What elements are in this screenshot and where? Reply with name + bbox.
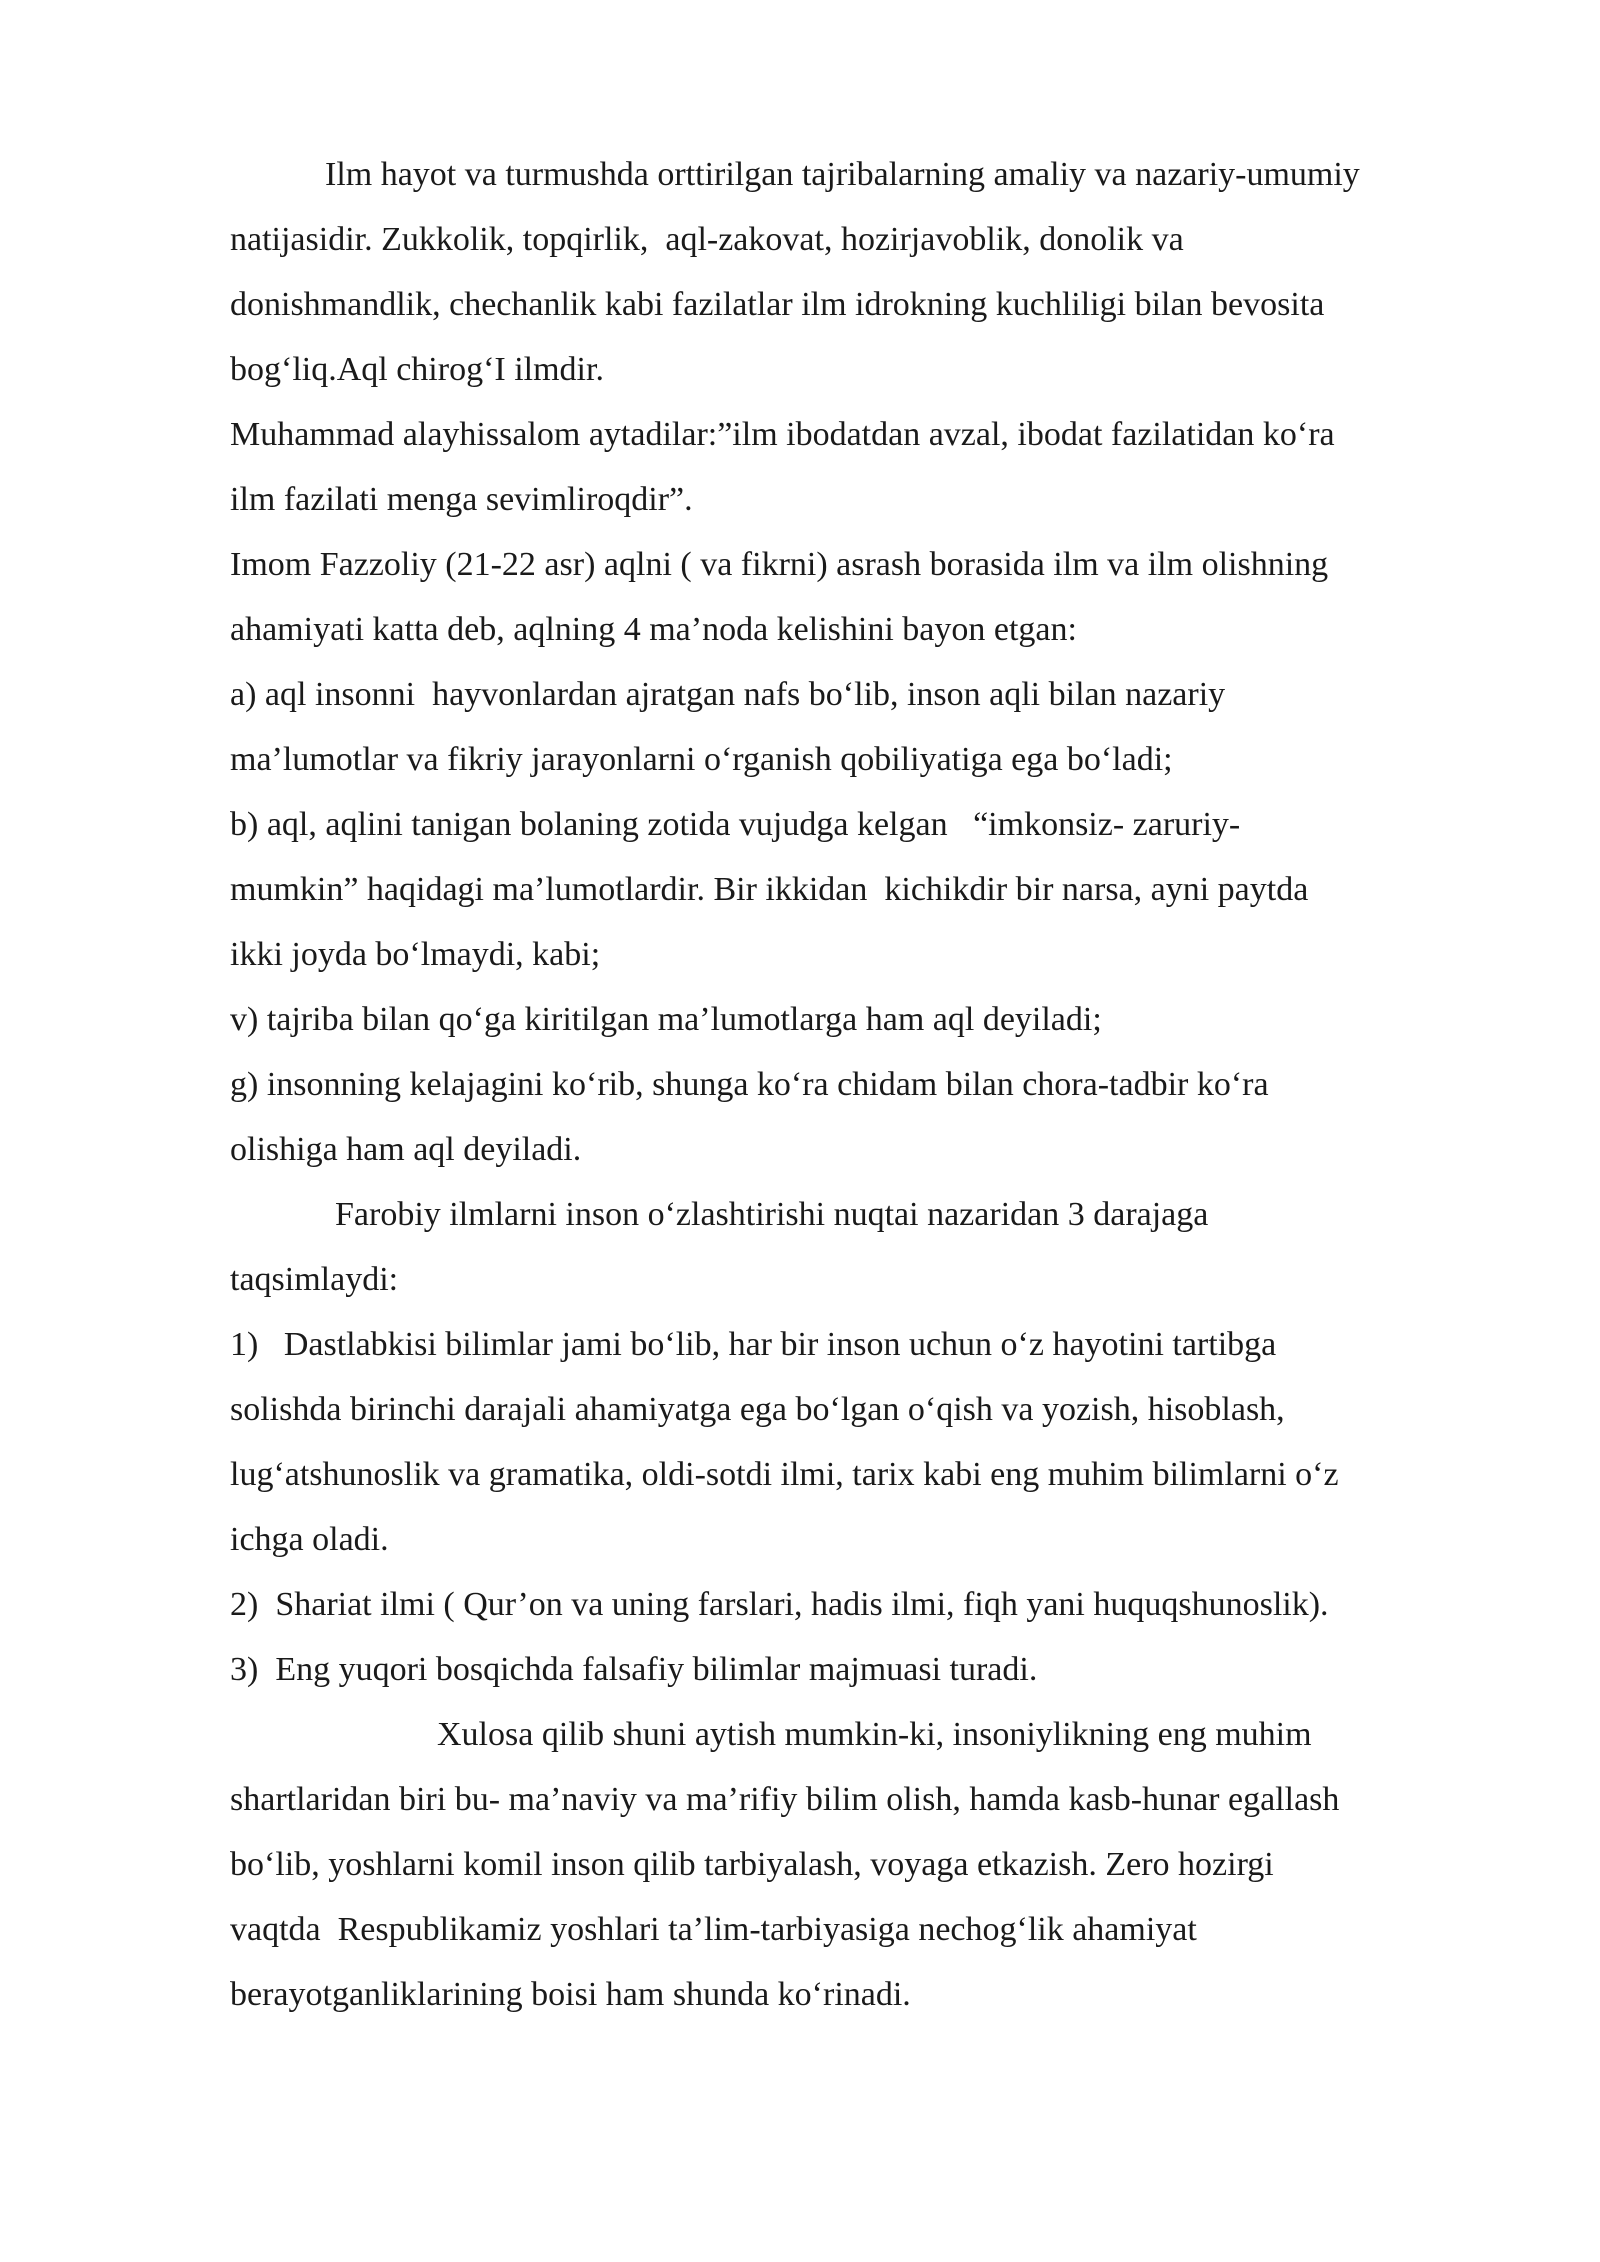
conclusion-line-5: berayotganliklarining boisi ham shunda ko‘rinadi. <box>230 1976 911 2013</box>
paragraph-1-line-2: natijasidir. Zukkolik, topqirlik, aql-zakovat, hozirjavoblik, donolik va <box>230 221 1184 258</box>
list-v-line-1: v) tajriba bilan qo‘ga kiritilgan ma’lumotlarga ham aql deyiladi; <box>230 1001 1102 1038</box>
numbered-1-line-4: ichga oladi. <box>230 1521 389 1558</box>
conclusion-line-4: vaqtda Respublikamiz yoshlari ta’lim-tarbiyasiga nechog‘lik ahamiyat <box>230 1911 1197 1948</box>
paragraph-1-line-1: Ilm hayot va turmushda orttirilgan tajribalarning amaliy va nazariy-umumiy <box>325 156 1360 193</box>
list-b-line-1: b) aql, aqlini tanigan bolaning zotida vujudga kelgan “imkonsiz- zaruriy- <box>230 806 1241 843</box>
fazzoliy-line-1: Imom Fazzoliy (21-22 asr) aqlni ( va fikrni) asrash borasida ilm va ilm olishning <box>230 546 1329 583</box>
list-b-line-2: mumkin” haqidagi ma’lumotlardir. Bir ikkidan kichikdir bir narsa, ayni paytda <box>230 871 1309 908</box>
numbered-1-line-2: solishda birinchi darajali ahamiyatga ega bo‘lgan o‘qish va yozish, hisoblash, <box>230 1391 1285 1428</box>
paragraph-1-line-3: donishmandlik, chechanlik kabi fazilatlar ilm idrokning kuchliligi bilan bevosita <box>230 286 1325 323</box>
list-g-line-2: olishiga ham aql deyiladi. <box>230 1131 582 1168</box>
list-b-line-3: ikki joyda bo‘lmaydi, kabi; <box>230 936 601 973</box>
list-g-line-1: g) insonning kelajagini ko‘rib, shunga ko‘ra chidam bilan chora-tadbir ko‘ra <box>230 1066 1269 1103</box>
numbered-3-line-1: 3) Eng yuqori bosqichda falsafiy bilimlar majmuasi turadi. <box>230 1651 1038 1688</box>
paragraph-1-line-4: bog‘liq.Aql chirog‘I ilmdir. <box>230 351 604 388</box>
list-a-line-1: a) aql insonni hayvonlardan ajratgan nafs bo‘lib, inson aqli bilan nazariy <box>230 676 1226 713</box>
farobiy-line-1: Farobiy ilmlarni inson o‘zlashtirishi nuqtai nazaridan 3 darajaga <box>335 1196 1209 1233</box>
numbered-2-line-1: 2) Shariat ilmi ( Qur’on va uning farslari, hadis ilmi, fiqh yani huquqshunoslik). <box>230 1586 1329 1623</box>
farobiy-line-2: taqsimlaydi: <box>230 1261 399 1298</box>
fazzoliy-line-2: ahamiyati katta deb, aqlning 4 ma’noda kelishini bayon etgan: <box>230 611 1077 648</box>
quote-line-2: ilm fazilati menga sevimliroqdir”. <box>230 481 693 518</box>
numbered-1-line-1: 1) Dastlabkisi bilimlar jami bo‘lib, har bir inson uchun o‘z hayotini tartibga <box>230 1326 1277 1363</box>
list-a-line-2: ma’lumotlar va fikriy jarayonlarni o‘rganish qobiliyatiga ega bo‘ladi; <box>230 741 1173 778</box>
conclusion-line-2: shartlaridan biri bu- ma’naviy va ma’rifiy bilim olish, hamda kasb-hunar egallash <box>230 1781 1340 1818</box>
conclusion-line-3: bo‘lib, yoshlarni komil inson qilib tarbiyalash, voyaga etkazish. Zero hozirgi <box>230 1846 1274 1883</box>
conclusion-line-1: Xulosa qilib shuni aytish mumkin-ki, insoniylikning eng muhim <box>437 1716 1312 1753</box>
numbered-1-line-3: lug‘atshunoslik va gramatika, oldi-sotdi ilmi, tarix kabi eng muhim bilimlarni o‘z <box>230 1456 1339 1493</box>
quote-line-1: Muhammad alayhissalom aytadilar:”ilm ibodatdan avzal, ibodat fazilatidan ko‘ra <box>230 416 1335 453</box>
